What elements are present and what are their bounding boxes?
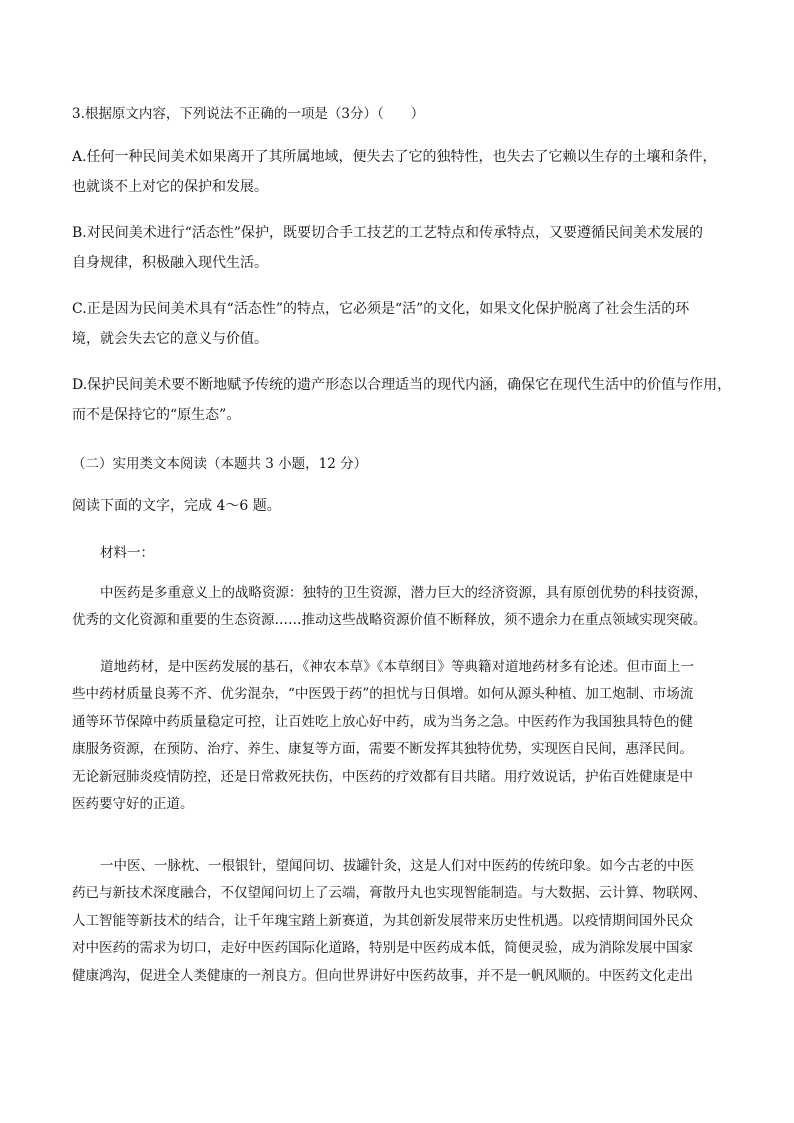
option-a-line-1: A.任何一种民间美术如果离开了其所属地域，便失去了它的独特性，也失去了它赖以生存的土壤和条件， [72, 149, 717, 165]
option-c-line-1: C.正是因为民间美术具有“活态性”的特点，它必须是“活”的文化，如果文化保护脱离了社会生活的环 [72, 301, 690, 317]
paragraph-line: 通等环节保障中药质量稳定可控，让百姓吃上放心好中药，成为当务之急。中医药作为我国独具特色的健 [72, 713, 693, 730]
paragraph-line: 健康鸿沟，促进全人类健康的一剂良方。但向世界讲好中医药故事，并不是一帆风顺的。中医药文化走出 [72, 967, 693, 984]
paragraph-line: 康服务资源，在预防、治疗、养生、康复等方面，需要不断发挥其独特优势，实现医自民间，惠泽民间。 [72, 741, 693, 758]
option-d-line-1: D.保护民间美术要不断地赋予传统的遗产形态以合理适当的现代内涵，确保它在现代生活中的价值与作用， [72, 377, 732, 393]
paragraph-line: 对中医药的需求为切口，走好中医药国际化道路，特别是中医药成本低，简便灵验，成为消除发展中国家 [72, 940, 693, 957]
paragraph-1 [72, 580, 734, 635]
paragraph-line: 无论新冠肺炎疫情防控，还是日常救死扶伤，中医药的疗效都有目共睹。用疗效说话，护佑百姓健康是中 [72, 768, 693, 785]
paragraph-line: 优秀的文化资源和重要的生态资源……推动这些战略资源价值不断释放，须不遗余力在重点领域实现突破。 [72, 612, 707, 629]
option-d [72, 370, 732, 430]
option-b-line-2: 自身规律，积极融入现代生活。 [72, 255, 268, 271]
option-b [72, 218, 732, 278]
material-label: 材料一： [100, 545, 154, 561]
paragraph-line: 道地药材，是中医药发展的基石，《神农本草》《本草纲目》等典籍对道地药材多有论述。但市面上一 [100, 659, 694, 675]
option-a-line-2: 也就谈不上对它的保护和发展。 [72, 179, 268, 195]
paragraph-line: 药已与新技术深度融合，不仅望闻问切上了云端，膏散丹丸也实现智能制造。与大数据、云计算、物联网、 [72, 885, 707, 902]
paragraph-line: 些中药材质量良莠不齐、优劣混杂，“中医毁于药”的担忧与日俱增。如何从源头种植、加工炮制、市场流 [72, 686, 694, 703]
paragraph-3 [72, 853, 734, 990]
paragraph-line: 一中医、一脉枕、一根银针，望闻问切、拔罐针灸，这是人们对中医药的传统印象。如今古老的中医 [100, 858, 694, 874]
option-b-line-1: B.对民间美术进行“活态性”保护，既要切合手工技艺的工艺特点和传承特点，又要遵循民间美术发展的 [72, 225, 704, 241]
paragraph-line: 医药要守好的正道。 [72, 796, 194, 813]
option-c-line-2: 境，就会失去它的意义与价值。 [72, 331, 268, 347]
option-c [72, 294, 732, 354]
question-3-title: 3.根据原文内容，下列说法不正确的一项是（3分）（ ） [72, 106, 425, 122]
option-d-line-2: 而不是保持它的“原生态”。 [72, 407, 241, 423]
option-a [72, 142, 732, 202]
paragraph-line: 中医药是多重意义上的战略资源：独特的卫生资源，潜力巨大的经济资源，具有原创优势的科技资源， [100, 585, 708, 601]
paragraph-line: 人工智能等新技术的结合，让千年瑰宝踏上新赛道，为其创新发展带来历史性机遇。以疫情期间国外民众 [72, 912, 693, 929]
paragraph-2 [72, 654, 734, 818]
reading-instruction: 阅读下面的文字，完成 4～6 题。 [72, 498, 281, 514]
section-title: （二）实用类文本阅读（本题共 3 小题，12 分） [72, 456, 368, 472]
